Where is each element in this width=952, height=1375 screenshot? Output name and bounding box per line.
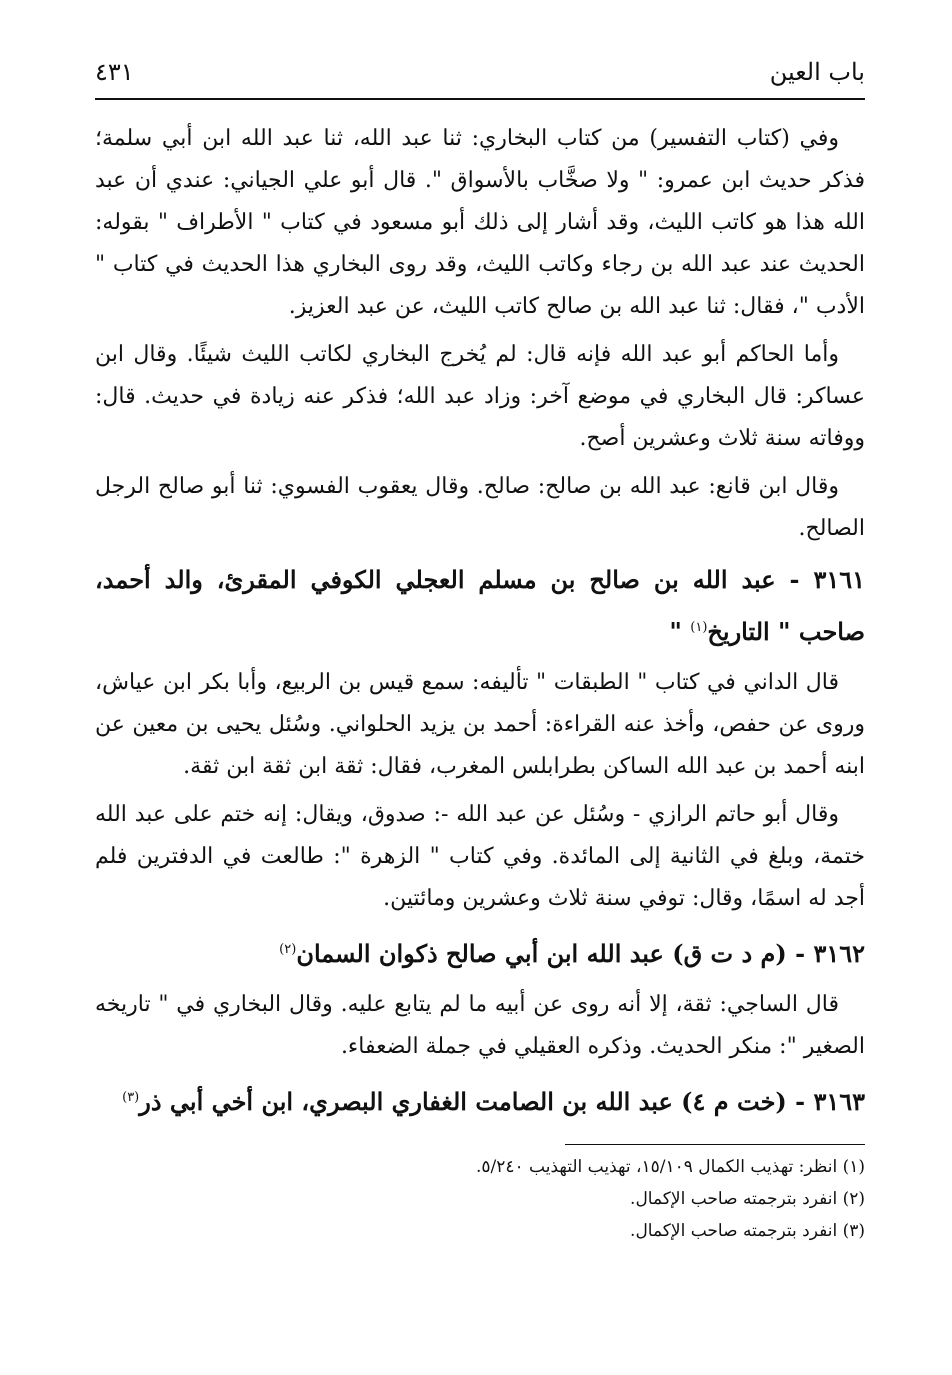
footnote-ref: (٢) bbox=[279, 942, 297, 957]
entry-heading bbox=[95, 1074, 865, 1126]
footnote: (٣) انفرد بترجمته صاحب الإكمال. bbox=[630, 1221, 865, 1241]
page bbox=[95, 40, 865, 1241]
chapter-title: باب العين bbox=[769, 58, 865, 86]
entry-heading-tail: " bbox=[669, 617, 691, 646]
footnote-ref: (٣) bbox=[122, 1090, 140, 1105]
paragraph: وقال ابن قانع: عبد الله بن صالح: صالح. وقال يعقوب الفسوي: ثنا أبو صالح الرجل الصالح. bbox=[95, 474, 865, 541]
footnote: (٢) انفرد بترجمته صاحب الإكمال. bbox=[630, 1189, 865, 1209]
paragraph: وفي (كتاب التفسير) من كتاب البخاري: ثنا عبد الله، ثنا عبد الله ابن أبي سلمة؛ فذكر حديث ابن عمرو: " ولا صخَّاب بالأسواق ". قال أبو علي الجياني: عندي أن عبد الله هذا هو كاتب الليث، وقد أشار إلى ذلك أبو مسعود في كتاب " الأطراف " بقوله: الحديث عند عبد الله بن رجاء وكاتب الليث، وقد روى البخاري هذا الحديث في كتاب " الأدب "، فقال: ثنا عبد الله بن صالح كاتب الليث، عن عبد العزيز. bbox=[95, 126, 865, 319]
footnote-ref: (١) bbox=[690, 620, 708, 635]
page-header bbox=[95, 40, 865, 90]
paragraph: وأما الحاكم أبو عبد الله فإنه قال: لم يُخرج البخاري لكاتب الليث شيئًا. وقال ابن عساكر: قال البخاري في موضع آخر: وزاد عبد الله؛ فذكر عنه زيادة في حديث. قال: ووفاته سنة ثلاث وعشرين أصح. bbox=[95, 342, 865, 451]
paragraph: وقال أبو حاتم الرازي - وسُئل عن عبد الله -: صدوق، ويقال: إنه ختم على عبد الله ختمة، وبلغ في الثانية إلى المائدة. وفي كتاب " الزهرة ": طالعت في الدفترين فلم أجد له اسمًا، وقال: توفي سنة ثلاث وعشرين ومائتين. bbox=[95, 802, 865, 911]
footnotes bbox=[95, 1151, 865, 1247]
entry-heading-text: ٣١٦٢ - (م د ت ق) عبد الله ابن أبي صالح ذكوان السمان bbox=[296, 939, 865, 968]
footnote-separator bbox=[565, 1144, 865, 1145]
entry-heading bbox=[95, 556, 865, 656]
header-rule bbox=[95, 98, 865, 100]
entry-heading-text: ٣١٦١ - عبد الله بن صالح بن مسلم العجلي الكوفي المقرئ، والد أحمد، صاحب " التاريخ bbox=[95, 565, 865, 646]
paragraph: قال الساجي: ثقة، إلا أنه روى عن أبيه ما لم يتابع عليه. وقال البخاري في " تاريخه الصغير ": منكر الحديث. وذكره العقيلي في جملة الضعفاء. bbox=[95, 992, 865, 1059]
page-number: ٤٣١ bbox=[95, 58, 134, 86]
page-body bbox=[95, 118, 865, 1247]
footnote: (١) انظر: تهذيب الكمال ١٥/١٠٩، تهذيب التهذيب ٥/٢٤٠. bbox=[475, 1157, 865, 1177]
entry-heading bbox=[95, 926, 865, 978]
entry-heading-text: ٣١٦٣ - (خت م ٤) عبد الله بن الصامت الغفاري البصري، ابن أخي أبي ذر bbox=[139, 1087, 865, 1116]
paragraph: قال الداني في كتاب " الطبقات " تأليفه: سمع قيس بن الربيع، وأبا بكر ابن عياش، وروى عن حفص، وأخذ عنه القراءة: أحمد بن يزيد الحلواني. وسُئل يحيى بن معين عن ابنه أحمد بن عبد الله الساكن بطرابلس المغرب، فقال: ثقة ابن ثقة ابن ثقة. bbox=[95, 670, 865, 779]
